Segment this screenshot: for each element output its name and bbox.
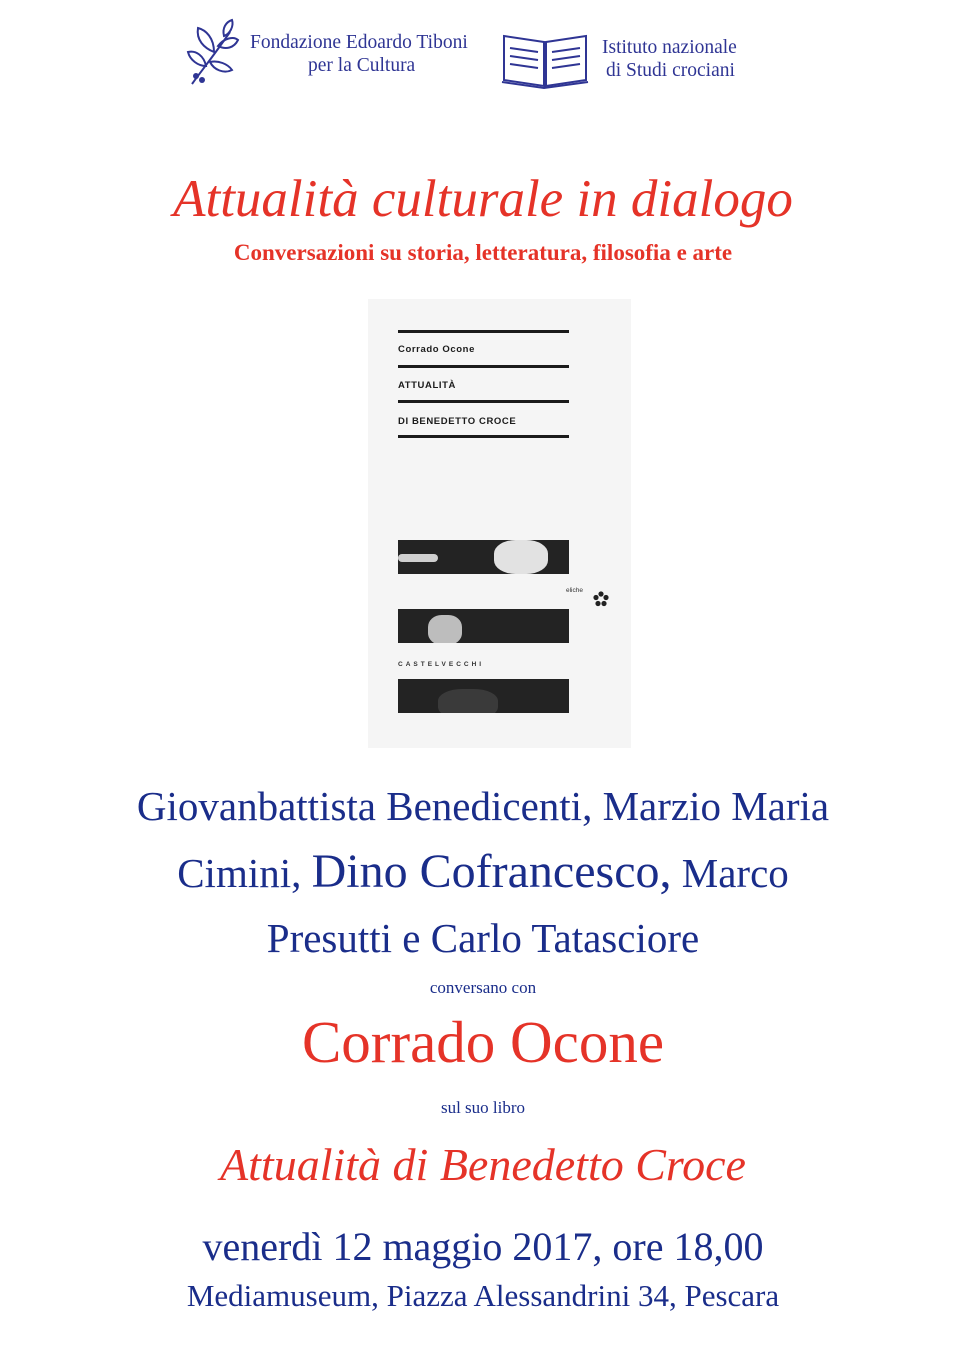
cover-publisher: CASTELVECCHI xyxy=(398,661,485,668)
cover-title-line1: ATTUALITÀ xyxy=(398,380,456,391)
cover-series-label: eliche xyxy=(566,587,583,594)
book-cover-image xyxy=(368,299,631,748)
book-intro-text: sul suo libro xyxy=(440,1098,526,1117)
speakers-line3: Presutti e Carlo Tatasciore xyxy=(266,915,700,961)
istituto-name xyxy=(602,36,737,82)
left-org-line2: per la Cultura xyxy=(308,55,416,76)
istituto-studi-crociani-logo xyxy=(500,28,737,90)
left-org-line1: Fondazione Edoardo Tiboni xyxy=(250,32,468,53)
oak-leaf-icon xyxy=(184,18,240,90)
book-title: Attualità di Benedetto Croce xyxy=(220,1139,746,1190)
cover-photo-strip xyxy=(398,679,569,713)
event-series-title: Attualità culturale in dialogo xyxy=(173,170,793,228)
event-series-subtitle: Conversazioni su storia, letteratura, filosofia e arte xyxy=(233,240,733,265)
fondazione-tiboni-name xyxy=(250,31,468,77)
fondazione-tiboni-logo xyxy=(184,18,468,90)
cover-rule xyxy=(398,400,569,403)
cover-title-line2: DI BENEDETTO CROCE xyxy=(398,416,517,427)
connector-text: conversano con xyxy=(429,978,537,997)
cover-author: Corrado Ocone xyxy=(398,344,475,355)
cover-rule xyxy=(398,365,569,368)
speakers-list xyxy=(60,774,906,971)
event-location: Mediamuseum, Piazza Alessandrini 34, Pescara xyxy=(186,1278,780,1313)
cover-photo-strip xyxy=(398,540,569,574)
featured-author: Corrado Ocone xyxy=(301,1009,665,1075)
right-org-line1: Istituto nazionale xyxy=(602,37,737,58)
speaker-name-highlight: Dino Cofrancesco, xyxy=(311,845,672,898)
speaker-name-part: Cimini, xyxy=(177,850,312,896)
speakers-line1: Giovanbattista Benedicenti, Marzio Maria xyxy=(136,783,830,829)
cover-rule xyxy=(398,330,569,333)
right-org-line2: di Studi crociani xyxy=(606,60,735,81)
open-book-icon xyxy=(500,28,590,90)
cover-rule xyxy=(398,435,569,438)
speakers-line2 xyxy=(60,839,906,906)
cover-photo-strip xyxy=(398,609,569,643)
speaker-name-part: Marco xyxy=(671,850,789,896)
flower-icon xyxy=(593,591,609,607)
event-date: venerdì 12 maggio 2017, ore 18,00 xyxy=(202,1224,764,1269)
